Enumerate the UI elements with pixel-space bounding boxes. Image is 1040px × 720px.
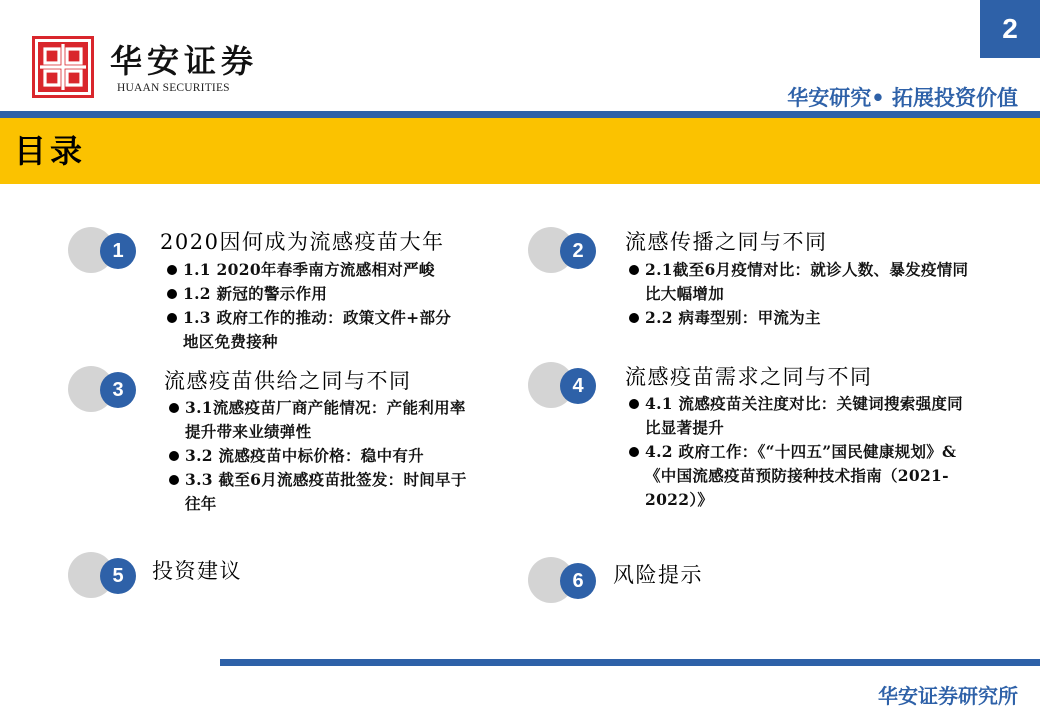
toc-subitem: 2.2 病毒型别：甲流为主 xyxy=(627,306,972,330)
header-tagline: 华安研究• 拓展投资价值 xyxy=(787,86,1018,110)
toc-subitem: 1.1 2020年春季南方流感相对严峻 xyxy=(165,258,465,282)
toc-number-marker xyxy=(528,227,594,273)
header-rule xyxy=(0,111,1040,118)
footer-org-name: 华安证券研究所 xyxy=(878,684,1018,708)
toc-title: 流感传播之同与不同 xyxy=(625,230,828,254)
toc-number: 2 xyxy=(560,233,596,269)
toc-subitems xyxy=(167,396,472,516)
toc-number-marker xyxy=(68,366,134,412)
toc-number: 1 xyxy=(100,233,136,269)
toc-subitem: 1.3 政府工作的推动：政策文件+部分地区免费接种 xyxy=(165,306,465,354)
toc-subitems xyxy=(627,258,972,330)
toc-subitems xyxy=(165,258,465,354)
footer-rule xyxy=(220,659,1040,666)
toc-title: 流感疫苗需求之同与不同 xyxy=(625,365,873,389)
toc-subitem: 4.1 流感疫苗关注度对比：关键词搜索强度同比显著提升 xyxy=(627,392,977,440)
toc-title: 风险提示 xyxy=(613,563,703,587)
toc-title: 投资建议 xyxy=(152,559,242,583)
toc-number: 3 xyxy=(100,372,136,408)
toc-subitem: 3.1流感疫苗厂商产能情况：产能利用率提升带来业绩弹性 xyxy=(167,396,472,444)
toc-subitem: 3.2 流感疫苗中标价格：稳中有升 xyxy=(167,444,472,468)
toc-number: 4 xyxy=(560,368,596,404)
brand-name-en: HUAAN SECURITIES xyxy=(117,82,230,94)
toc-title: 2020因何成为流感疫苗大年 xyxy=(160,230,445,254)
toc-number-marker xyxy=(68,227,134,273)
page-number: 2 xyxy=(980,0,1040,58)
toc-number-marker xyxy=(528,557,594,603)
brand-name-cn: 华安证券 xyxy=(110,42,259,80)
toc-number: 5 xyxy=(100,558,136,594)
toc-number: 6 xyxy=(560,563,596,599)
huaan-logo-icon xyxy=(32,36,94,98)
title-band xyxy=(0,118,1040,184)
toc-subitem: 2.1截至6月疫情对比：就诊人数、暴发疫情同比大幅增加 xyxy=(627,258,972,306)
toc-subitem: 3.3 截至6月流感疫苗批签发：时间早于往年 xyxy=(167,468,472,516)
toc-subitem: 1.2 新冠的警示作用 xyxy=(165,282,465,306)
toc-number-marker xyxy=(68,552,134,598)
toc-title: 流感疫苗供给之同与不同 xyxy=(164,369,412,393)
toc-number-marker xyxy=(528,362,594,408)
toc-subitem: 4.2 政府工作：《“十四五”国民健康规划》&《中国流感疫苗预防接种技术指南（2021-2022）》 xyxy=(627,440,977,512)
section-title: 目录 xyxy=(14,132,87,170)
toc-subitems xyxy=(627,392,977,512)
